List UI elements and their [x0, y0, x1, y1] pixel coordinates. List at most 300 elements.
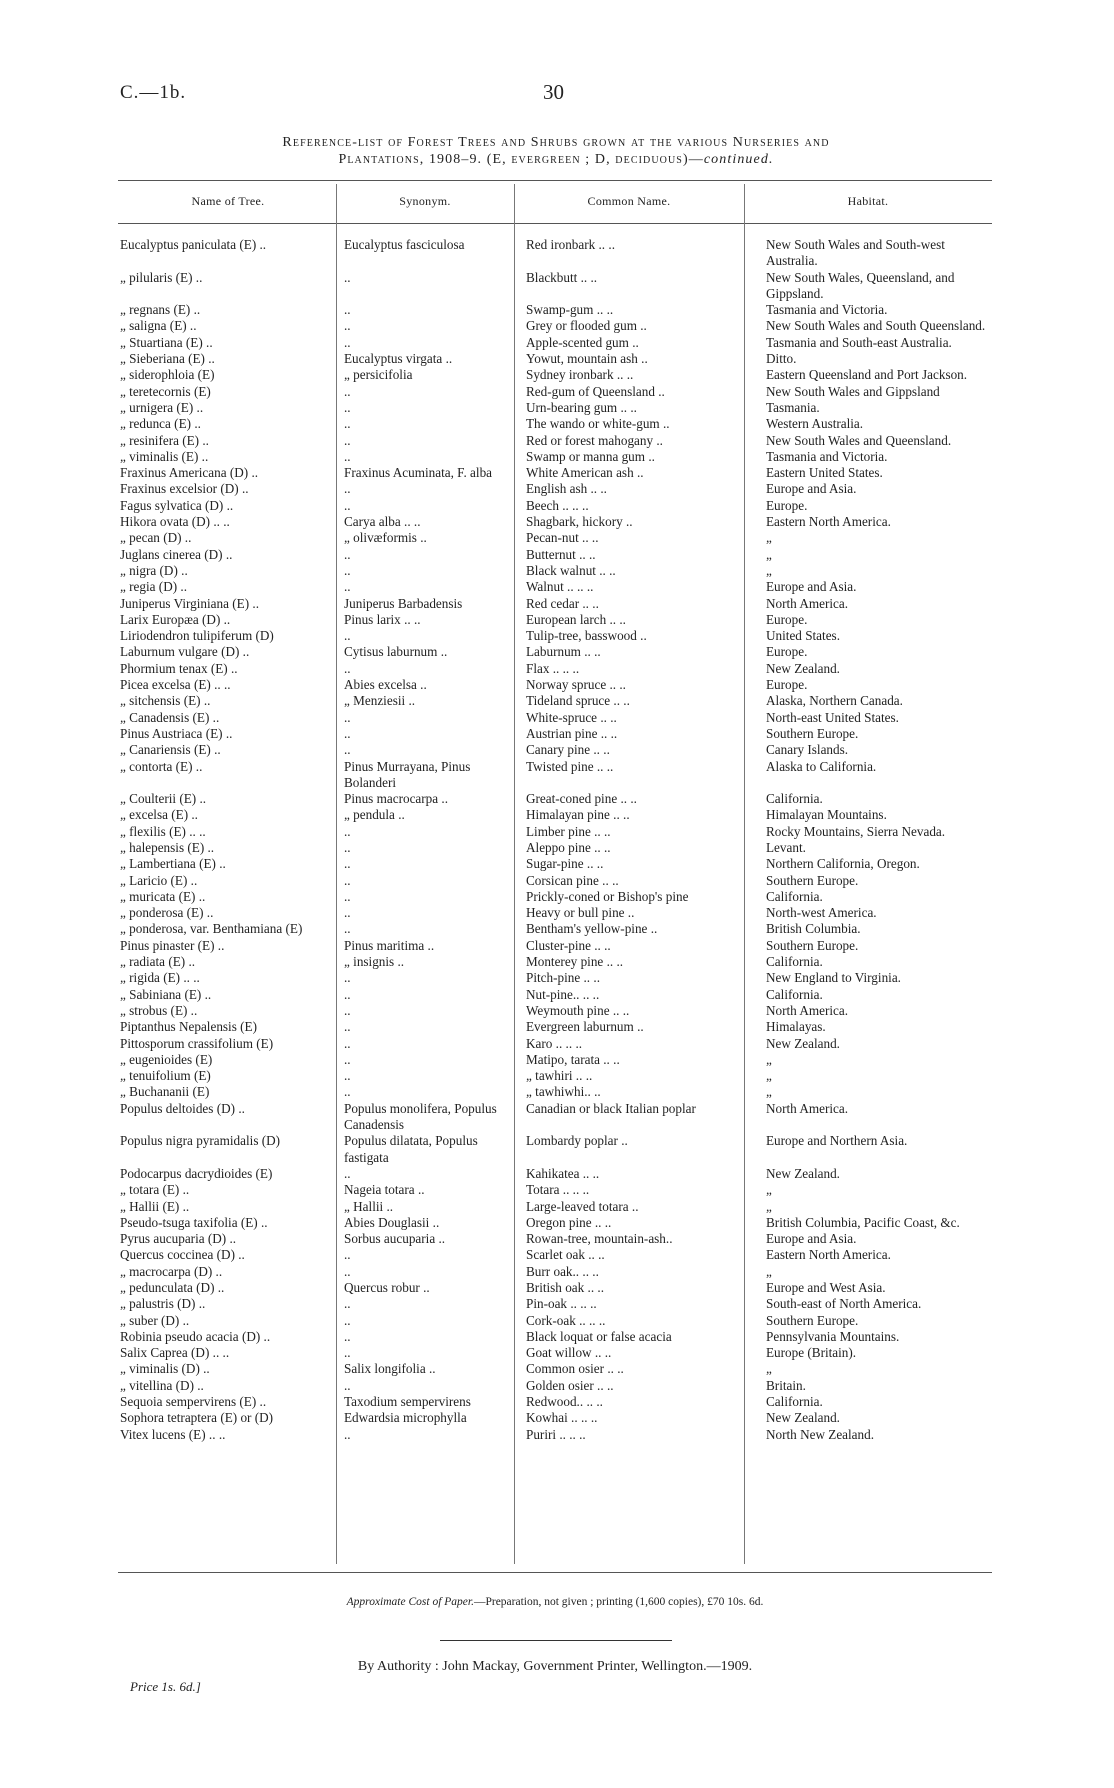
table-row: [120, 1036, 990, 1052]
habitat-cell: Eastern Queensland and Port Jackson.: [766, 367, 968, 383]
tree-name-cell: Piptanthus Nepalensis (E): [120, 1019, 257, 1035]
tree-name-cell: „ flexilis (E) .. ..: [120, 823, 206, 839]
tree-name-cell: Pseudo-tsuga taxifolia (E) ..: [120, 1214, 268, 1230]
synonym-cell: ..: [344, 1084, 351, 1100]
synonym-cell: „ persicifolia: [344, 367, 413, 383]
synonym-cell: Salix longifolia ..: [344, 1361, 436, 1377]
common-name-cell: Blackbutt .. ..: [526, 269, 598, 285]
table-row: [120, 367, 990, 383]
table-row: [120, 970, 990, 986]
habitat-cell: Europe and West Asia.: [766, 1280, 886, 1295]
habitat-cell: New England to Virginia.: [766, 970, 901, 986]
synonym-cell: ..: [344, 1328, 351, 1344]
synonym-cell: ..: [344, 1345, 351, 1361]
table-row: [120, 1052, 990, 1068]
table-row: [120, 987, 990, 1003]
habitat-cell: Himalayas.: [766, 1019, 826, 1035]
table-row: [120, 1329, 990, 1345]
common-name-cell: Shagbark, hickory ..: [526, 514, 633, 530]
trees-table: [120, 237, 990, 1443]
table-row: [120, 954, 990, 970]
tree-name-cell: „ muricata (E) ..: [120, 888, 206, 904]
common-name-cell: Goat willow .. ..: [526, 1345, 612, 1361]
tree-name-cell: „ nigra (D) ..: [120, 562, 188, 578]
synonym-cell: Pinus larix .. ..: [344, 611, 421, 627]
document-reference: C.—1b.: [120, 82, 187, 103]
table-row: [120, 400, 990, 416]
synonym-cell: Juniperus Barbadensis: [344, 595, 463, 611]
header-bottom-rule: [118, 223, 992, 224]
synonym-cell: Cytisus laburnum ..: [344, 644, 448, 660]
synonym-cell: Pinus Murrayana, Pinus Bolanderi: [344, 758, 471, 790]
table-row: [120, 791, 990, 807]
table-row: [120, 693, 990, 709]
common-name-cell: „ tawhiwhi.. ..: [526, 1084, 601, 1100]
common-name-cell: Golden osier .. ..: [526, 1377, 614, 1393]
common-name-cell: Evergreen laburnum ..: [526, 1019, 644, 1035]
table-row: [120, 465, 990, 481]
common-name-cell: English ash .. ..: [526, 481, 607, 497]
tree-name-cell: „ viminalis (E) ..: [120, 448, 209, 464]
synonym-cell: Populus dilatata, Populus fastigata: [344, 1133, 478, 1165]
habitat-cell: Tasmania and Victoria.: [766, 448, 888, 464]
habitat-cell: Southern Europe.: [766, 725, 859, 741]
habitat-cell: „: [766, 530, 772, 546]
habitat-cell: Western Australia.: [766, 416, 864, 432]
synonym-cell: Eucalyptus virgata ..: [344, 351, 453, 367]
common-name-cell: Twisted pine .. ..: [526, 758, 614, 774]
table-row: [120, 449, 990, 465]
common-name-cell: Grey or flooded gum ..: [526, 318, 647, 334]
table-row: [120, 661, 990, 677]
common-name-cell: Canary pine .. ..: [526, 742, 610, 758]
habitat-cell: California.: [766, 1394, 823, 1410]
tree-name-cell: Laburnum vulgare (D) ..: [120, 644, 250, 660]
table-row: [120, 1068, 990, 1084]
table-row: [120, 416, 990, 432]
tree-name-cell: „ Hallii (E) ..: [120, 1198, 190, 1214]
synonym-cell: ..: [344, 660, 351, 676]
tree-name-cell: „ contorta (E) ..: [120, 758, 203, 774]
table-row: [120, 1247, 990, 1263]
synonym-cell: „ pendula ..: [344, 807, 405, 823]
table-row: [120, 840, 990, 856]
table-row: [120, 318, 990, 334]
synonym-cell: ..: [344, 1035, 351, 1051]
tree-name-cell: „ Buchananii (E): [120, 1084, 210, 1100]
tree-name-cell: Pittosporum crassifolium (E): [120, 1035, 274, 1051]
habitat-cell: Europe and Asia.: [766, 1231, 857, 1247]
tree-name-cell: Juniperus Virginiana (E) ..: [120, 595, 259, 611]
synonym-cell: ..: [344, 269, 351, 285]
synonym-cell: ..: [344, 905, 351, 921]
tree-name-cell: Vitex lucens (E) .. ..: [120, 1426, 226, 1442]
tree-name-cell: „ Lambertiana (E) ..: [120, 856, 226, 872]
common-name-cell: Scarlet oak .. ..: [526, 1247, 605, 1263]
habitat-cell: Tasmania.: [766, 399, 820, 415]
tree-name-cell: Larix Europæa (D) ..: [120, 611, 231, 627]
common-name-cell: Lombardy poplar ..: [526, 1133, 628, 1149]
synonym-cell: ..: [344, 416, 351, 432]
table-row: [120, 1101, 990, 1134]
common-name-cell: European larch .. ..: [526, 611, 626, 627]
table-row: [120, 433, 990, 449]
tree-name-cell: „ tenuifolium (E): [120, 1068, 211, 1084]
table-row: [120, 644, 990, 660]
column-header-common-name: Common Name.: [587, 194, 671, 208]
common-name-cell: Kowhai .. .. ..: [526, 1410, 598, 1426]
common-name-cell: Kahikatea .. ..: [526, 1165, 600, 1181]
table-row: [120, 742, 990, 758]
tree-name-cell: „ halepensis (E) ..: [120, 839, 215, 855]
common-name-cell: Walnut .. .. ..: [526, 579, 594, 595]
cost-label: Approximate Cost of Paper.: [346, 1596, 474, 1608]
habitat-cell: Alaska, Northern Canada.: [766, 693, 903, 709]
habitat-cell: Southern Europe.: [766, 872, 859, 888]
common-name-cell: Great-coned pine .. ..: [526, 791, 637, 807]
synonym-cell: ..: [344, 1296, 351, 1312]
table-row: [120, 351, 990, 367]
table-row: [120, 921, 990, 937]
price: Price 1s. 6d.]: [130, 1679, 201, 1694]
synonym-cell: ..: [344, 383, 351, 399]
trees-table-body: [120, 237, 990, 1443]
tree-name-cell: Pinus pinaster (E) ..: [120, 937, 225, 953]
habitat-cell: British Columbia, Pacific Coast, &c.: [766, 1214, 960, 1230]
title-line-2-text: Plantations, 1908–9. (E, evergreen ; D, deciduous)—: [338, 152, 704, 167]
common-name-cell: Large-leaved totara ..: [526, 1198, 639, 1214]
synonym-cell: ..: [344, 562, 351, 578]
common-name-cell: Common osier .. ..: [526, 1361, 624, 1377]
tree-name-cell: Robinia pseudo acacia (D) ..: [120, 1328, 271, 1344]
habitat-cell: New South Wales and Gippsland: [766, 383, 940, 399]
habitat-cell: North-east United States.: [766, 709, 899, 725]
common-name-cell: Heavy or bull pine ..: [526, 905, 635, 921]
synonym-cell: „ olivæformis ..: [344, 530, 427, 546]
tree-name-cell: „ palustris (D) ..: [120, 1296, 206, 1312]
cost-text: —Preparation, not given ; printing (1,600 copies), £70 10s. 6d.: [473, 1596, 764, 1608]
habitat-cell: „: [766, 1198, 772, 1214]
common-name-cell: Cluster-pine .. ..: [526, 937, 611, 953]
habitat-cell: Himalayan Mountains.: [766, 807, 887, 823]
synonym-cell: ..: [344, 839, 351, 855]
synonym-cell: ..: [344, 1263, 351, 1279]
common-name-cell: Pecan-nut .. ..: [526, 530, 599, 546]
authority-rule: [440, 1640, 672, 1641]
synonym-cell: Sorbus aucuparia ..: [344, 1231, 446, 1247]
tree-name-cell: Pinus Austriaca (E) ..: [120, 725, 233, 741]
habitat-cell: Europe.: [766, 497, 808, 513]
habitat-cell: „: [766, 562, 772, 578]
tree-name-cell: „ radiata (E) ..: [120, 954, 196, 970]
table-row: [120, 514, 990, 530]
habitat-cell: Levant.: [766, 839, 806, 855]
common-name-cell: Burr oak.. .. ..: [526, 1263, 599, 1279]
tree-name-cell: Picea excelsa (E) .. ..: [120, 677, 231, 693]
tree-name-cell: Sequoia sempervirens (E) ..: [120, 1394, 267, 1410]
tree-name-cell: Fagus sylvatica (D) ..: [120, 497, 234, 513]
page-number: 30: [543, 80, 564, 104]
habitat-cell: Alaska to California.: [766, 758, 877, 774]
table-row: [120, 612, 990, 628]
table-row: [120, 563, 990, 579]
table-row: [120, 1182, 990, 1198]
tree-name-cell: Liriodendron tulipiferum (D): [120, 628, 274, 644]
common-name-cell: Pin-oak .. .. ..: [526, 1296, 597, 1312]
table-row: [120, 1019, 990, 1035]
habitat-cell: Tasmania and South-east Australia.: [766, 334, 952, 350]
synonym-cell: ..: [344, 334, 351, 350]
tree-name-cell: „ saligna (E) ..: [120, 318, 197, 334]
title-line-1: Reference-list of Forest Trees and Shrubs grown at the various Nurseries and: [282, 135, 830, 150]
table-row: [120, 759, 990, 792]
tree-name-cell: „ sitchensis (E) ..: [120, 693, 211, 709]
tree-name-cell: Sophora tetraptera (E) or (D): [120, 1410, 274, 1426]
table-row: [120, 1199, 990, 1215]
common-name-cell: Tulip-tree, basswood ..: [526, 628, 647, 644]
table-row: [120, 596, 990, 612]
habitat-cell: North America.: [766, 1002, 849, 1018]
tree-name-cell: „ excelsa (E) ..: [120, 807, 198, 823]
table-row: [120, 856, 990, 872]
tree-name-cell: „ urnigera (E) ..: [120, 399, 204, 415]
tree-name-cell: „ ponderosa, var. Benthamiana (E): [120, 921, 303, 937]
habitat-cell: „: [766, 1182, 772, 1198]
tree-name-cell: Fraxinus Americana (D) ..: [120, 465, 259, 481]
common-name-cell: Matipo, tarata .. ..: [526, 1051, 620, 1067]
table-row: [120, 498, 990, 514]
habitat-cell: „: [766, 1068, 772, 1084]
synonym-cell: ..: [344, 742, 351, 758]
habitat-cell: North-west America.: [766, 905, 877, 921]
table-row: [120, 384, 990, 400]
common-name-cell: Puriri .. .. ..: [526, 1426, 586, 1442]
habitat-cell: Britain.: [766, 1377, 806, 1393]
habitat-cell: Tasmania and Victoria.: [766, 302, 888, 318]
table-row: [120, 873, 990, 889]
common-name-cell: Canadian or black Italian poplar: [526, 1100, 696, 1116]
synonym-cell: ..: [344, 318, 351, 334]
tree-name-cell: „ ponderosa (E) ..: [120, 905, 214, 921]
common-name-cell: Butternut .. ..: [526, 546, 596, 562]
habitat-cell: South-east of North America.: [766, 1296, 922, 1312]
tree-name-cell: Juglans cinerea (D) ..: [120, 546, 233, 562]
table-row: [120, 1313, 990, 1329]
synonym-cell: ..: [344, 546, 351, 562]
synonym-cell: Quercus robur ..: [344, 1280, 430, 1295]
tree-name-cell: „ Canariensis (E) ..: [120, 742, 221, 758]
habitat-cell: New South Wales, Queensland, and Gippsland.: [766, 269, 955, 301]
habitat-cell: „: [766, 546, 772, 562]
tree-name-cell: „ teretecornis (E): [120, 383, 211, 399]
common-name-cell: Norway spruce .. ..: [526, 677, 626, 693]
habitat-cell: Eastern North America.: [766, 1247, 891, 1263]
synonym-cell: ..: [344, 921, 351, 937]
synonym-cell: Abies excelsa ..: [344, 677, 427, 693]
common-name-cell: Monterey pine .. ..: [526, 954, 624, 970]
habitat-cell: Europe.: [766, 611, 808, 627]
tree-name-cell: „ Canadensis (E) ..: [120, 709, 220, 725]
printer-authority: By Authority : John Mackay, Government Printer, Wellington.—1909.: [357, 1659, 753, 1674]
common-name-cell: Flax .. .. ..: [526, 660, 580, 676]
common-name-cell: Aleppo pine .. ..: [526, 839, 611, 855]
synonym-cell: ..: [344, 888, 351, 904]
synonym-cell: Eucalyptus fasciculosa: [344, 237, 465, 252]
habitat-cell: „: [766, 1361, 772, 1377]
habitat-cell: California.: [766, 954, 823, 970]
table-row: [120, 302, 990, 318]
table-row: [120, 547, 990, 563]
synonym-cell: ..: [344, 872, 351, 888]
table-row: [120, 1003, 990, 1019]
common-name-cell: Swamp or manna gum ..: [526, 448, 655, 464]
table-row: [120, 905, 990, 921]
synonym-cell: Edwardsia microphylla: [344, 1410, 467, 1426]
synonym-cell: ..: [344, 856, 351, 872]
habitat-cell: „: [766, 1084, 772, 1100]
habitat-cell: Europe.: [766, 644, 808, 660]
synonym-cell: ..: [344, 628, 351, 644]
table-row: [120, 1345, 990, 1361]
common-name-cell: Corsican pine .. ..: [526, 872, 619, 888]
synonym-cell: Abies Douglasii ..: [344, 1214, 440, 1230]
common-name-cell: White American ash ..: [526, 465, 644, 481]
table-row: [120, 710, 990, 726]
table-row: [120, 889, 990, 905]
tree-name-cell: „ Laricio (E) ..: [120, 872, 198, 888]
synonym-cell: ..: [344, 1247, 351, 1263]
synonym-cell: Populus monolifera, Populus Canadensis: [344, 1100, 497, 1133]
tree-name-cell: Salix Caprea (D) .. ..: [120, 1345, 230, 1361]
synonym-cell: ..: [344, 448, 351, 464]
common-name-cell: Prickly-coned or Bishop's pine: [526, 888, 689, 904]
table-row: [120, 677, 990, 693]
tree-name-cell: Podocarpus dacrydioides (E): [120, 1165, 273, 1181]
habitat-cell: Ditto.: [766, 351, 797, 367]
title-continued: continued.: [703, 152, 774, 167]
habitat-cell: California.: [766, 888, 823, 904]
common-name-cell: Sydney ironbark .. ..: [526, 367, 634, 383]
habitat-cell: New Zealand.: [766, 660, 840, 676]
table-row: [120, 1427, 990, 1443]
table-row: [120, 726, 990, 742]
synonym-cell: Carya alba .. ..: [344, 514, 421, 530]
tree-name-cell: „ Coulterii (E) ..: [120, 791, 207, 807]
table-row: [120, 530, 990, 546]
tree-name-cell: Pyrus aucuparia (D) ..: [120, 1231, 237, 1247]
habitat-cell: Northern California, Oregon.: [766, 856, 920, 872]
common-name-cell: Weymouth pine .. ..: [526, 1002, 630, 1018]
habitat-cell: Rocky Mountains, Sierra Nevada.: [766, 823, 946, 839]
common-name-cell: Sugar-pine .. ..: [526, 856, 604, 872]
column-header-habitat: Habitat.: [847, 194, 889, 208]
table-row: [120, 1296, 990, 1312]
tree-name-cell: „ siderophloia (E): [120, 367, 215, 383]
tree-name-cell: „ regnans (E) ..: [120, 302, 201, 318]
column-header-name: Name of Tree.: [191, 194, 265, 208]
table-row: [120, 237, 990, 270]
synonym-cell: Nageia totara ..: [344, 1182, 425, 1198]
common-name-cell: Red or forest mahogany ..: [526, 432, 663, 448]
habitat-cell: Europe and Asia.: [766, 579, 857, 595]
habitat-cell: „: [766, 1263, 772, 1279]
tree-name-cell: Quercus coccinea (D) ..: [120, 1247, 245, 1263]
habitat-cell: Pennsylvania Mountains.: [766, 1328, 900, 1344]
common-name-cell: Beech .. .. ..: [526, 497, 589, 513]
synonym-cell: ..: [344, 709, 351, 725]
synonym-cell: ..: [344, 1051, 351, 1067]
tree-name-cell: „ Sabiniana (E) ..: [120, 986, 212, 1002]
synonym-cell: ..: [344, 481, 351, 497]
common-name-cell: Urn-bearing gum .. ..: [526, 399, 637, 415]
habitat-cell: „: [766, 1051, 772, 1067]
synonym-cell: ..: [344, 1426, 351, 1442]
common-name-cell: Yowut, mountain ash ..: [526, 351, 648, 367]
habitat-cell: British Columbia.: [766, 921, 861, 937]
table-row: [120, 1378, 990, 1394]
header-top-rule: [118, 180, 992, 181]
tree-name-cell: Populus nigra pyramidalis (D): [120, 1133, 281, 1149]
common-name-cell: Limber pine .. ..: [526, 823, 611, 839]
habitat-cell: Southern Europe.: [766, 937, 859, 953]
tree-name-cell: Hikora ovata (D) .. ..: [120, 514, 230, 530]
synonym-cell: ..: [344, 579, 351, 595]
synonym-cell: ..: [344, 1377, 351, 1393]
tree-name-cell: „ totara (E) ..: [120, 1182, 190, 1198]
tree-name-cell: „ resinifera (E) ..: [120, 432, 209, 448]
tree-name-cell: „ pecan (D) ..: [120, 530, 192, 546]
synonym-cell: ..: [344, 725, 351, 741]
synonym-cell: ..: [344, 1165, 351, 1181]
synonym-cell: ..: [344, 986, 351, 1002]
table-row: [120, 938, 990, 954]
tree-name-cell: „ pilularis (E) ..: [120, 269, 203, 285]
habitat-cell: New Zealand.: [766, 1410, 840, 1426]
habitat-cell: United States.: [766, 628, 840, 644]
synonym-cell: ..: [344, 1068, 351, 1084]
common-name-cell: Karo .. .. ..: [526, 1035, 583, 1051]
common-name-cell: Himalayan pine .. ..: [526, 807, 630, 823]
cost-of-paper: [120, 1596, 990, 1608]
tree-name-cell: „ pedunculata (D) ..: [120, 1280, 225, 1295]
synonym-cell: „ insignis ..: [344, 954, 405, 970]
table-row: [120, 1264, 990, 1280]
common-name-cell: Black walnut .. ..: [526, 562, 616, 578]
tree-name-cell: Populus deltoides (D) ..: [120, 1100, 245, 1116]
table-row: [120, 628, 990, 644]
common-name-cell: British oak .. ..: [526, 1280, 605, 1295]
tree-name-cell: „ strobus (E) ..: [120, 1002, 198, 1018]
tree-name-cell: „ regia (D) ..: [120, 579, 187, 595]
habitat-cell: North New Zealand.: [766, 1426, 875, 1442]
table-row: [120, 1394, 990, 1410]
table-row: [120, 1084, 990, 1100]
habitat-cell: Europe and Northern Asia.: [766, 1133, 908, 1149]
common-name-cell: Pitch-pine .. ..: [526, 970, 600, 986]
common-name-cell: Austrian pine .. ..: [526, 725, 618, 741]
synonym-cell: Taxodium sempervirens: [344, 1394, 471, 1410]
common-name-cell: Swamp-gum .. ..: [526, 302, 614, 318]
synonym-cell: Pinus maritima ..: [344, 937, 435, 953]
synonym-cell: ..: [344, 823, 351, 839]
tree-name-cell: „ eugenioides (E): [120, 1051, 213, 1067]
tree-name-cell: „ Sieberiana (E) ..: [120, 351, 215, 367]
habitat-cell: North America.: [766, 595, 849, 611]
title-line-2: [118, 151, 994, 168]
habitat-cell: New Zealand.: [766, 1035, 840, 1051]
habitat-cell: New Zealand.: [766, 1165, 840, 1181]
tree-name-cell: „ Stuartiana (E) ..: [120, 334, 213, 350]
